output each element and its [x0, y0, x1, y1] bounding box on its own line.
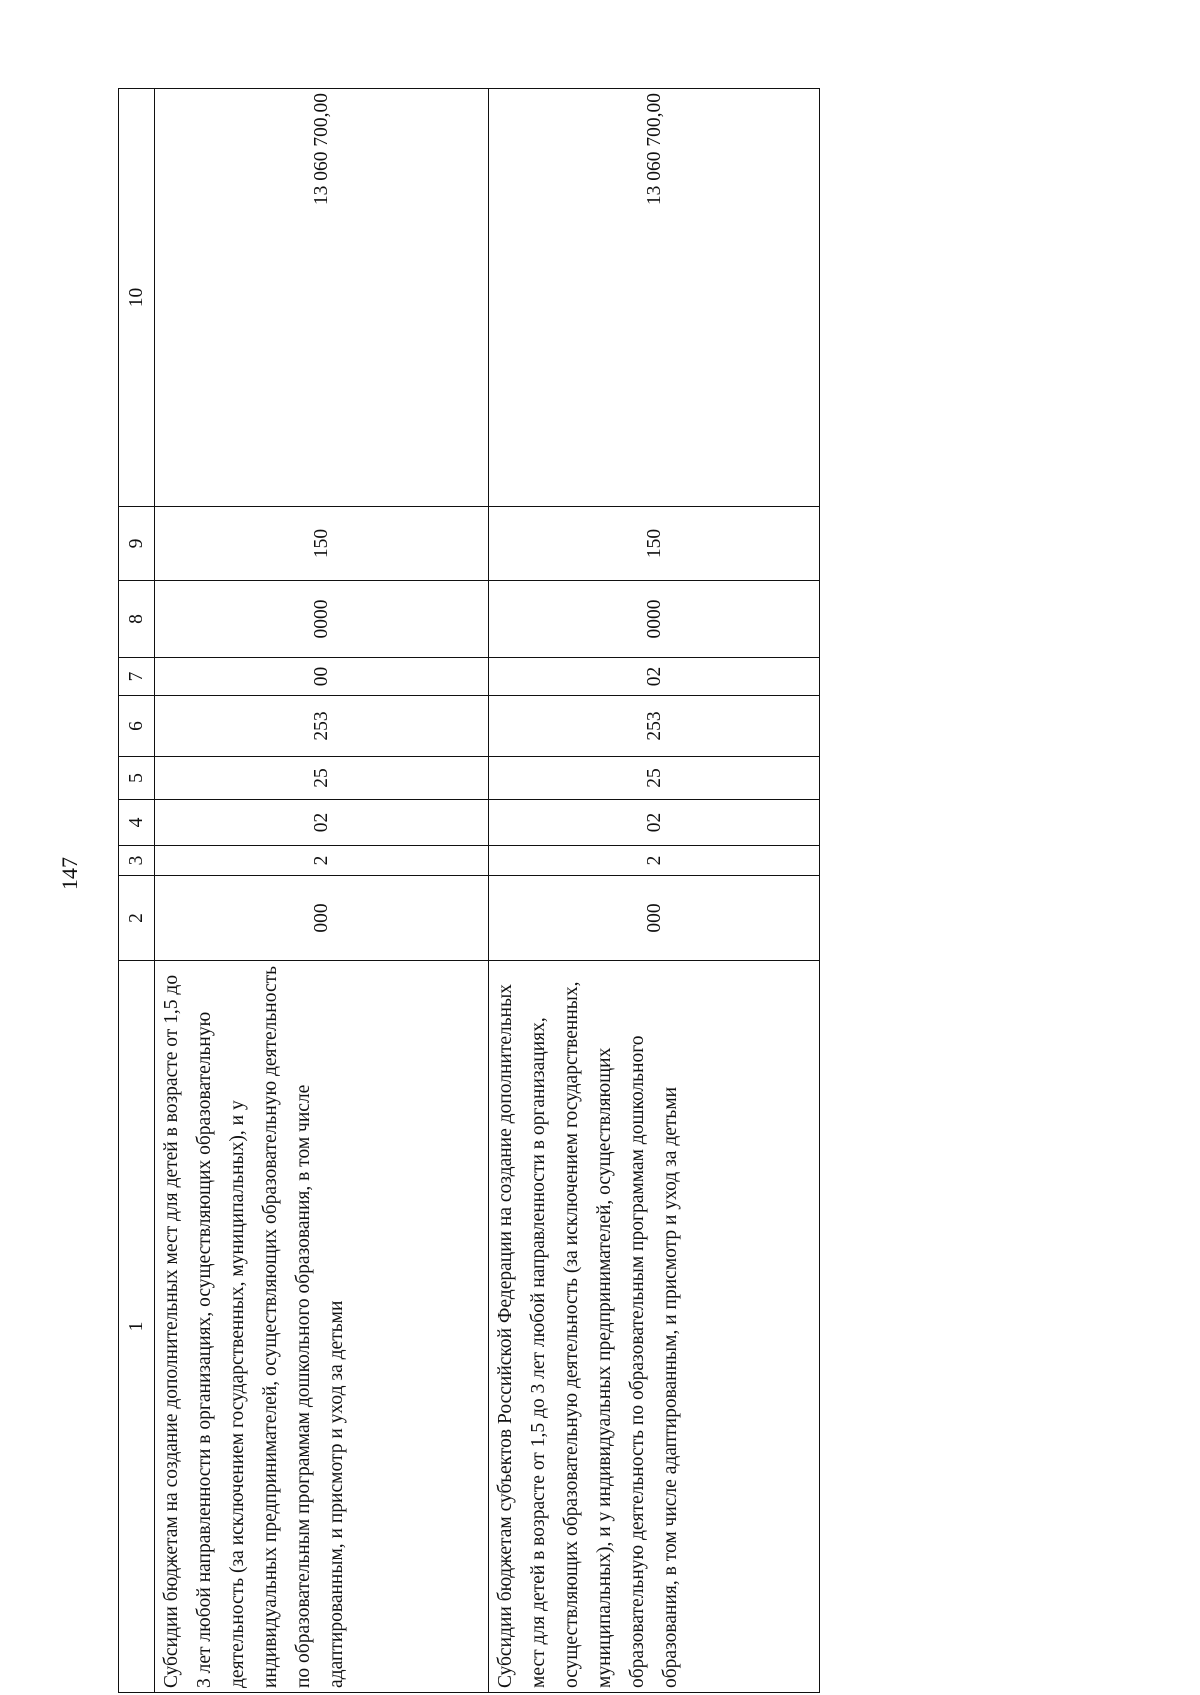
code-cell: 02: [489, 658, 820, 696]
header-col-3: 3: [119, 846, 155, 876]
code-cell: 0000: [489, 581, 820, 658]
row-description: Субсидии бюджетам субъектов Российской Федерации на создание дополнительных мест для детей в возрасте от 1,5 до 3 лет любой направленности в организациях, осуществляющих образовательную деятельность (за исключением государственных, муниципальных), и у индивидуальных предпринимателей, осуществляющих образовательную деятельность по образовательным программам дошкольного образования, в том числе адаптированным, и присмотр и уход за детьми: [489, 961, 820, 1693]
rotated-table-wrapper: [118, 88, 818, 1693]
table-row: [155, 89, 489, 1693]
header-col-10: 10: [119, 89, 155, 507]
code-cell: 253: [155, 696, 489, 757]
code-cell: 150: [155, 507, 489, 581]
table-container: [118, 88, 818, 1693]
code-cell: 2: [155, 846, 489, 876]
header-col-8: 8: [119, 581, 155, 658]
code-cell: 253: [489, 696, 820, 757]
table-row: [489, 89, 820, 1693]
code-cell: 25: [155, 757, 489, 800]
header-col-9: 9: [119, 507, 155, 581]
page-number: 147: [57, 857, 82, 890]
budget-table: [118, 88, 820, 1693]
code-cell: 02: [489, 800, 820, 846]
code-cell: 2: [489, 846, 820, 876]
header-col-5: 5: [119, 757, 155, 800]
header-col-6: 6: [119, 696, 155, 757]
amount-cell: 13 060 700,00: [489, 89, 820, 507]
table-header-row: [119, 89, 155, 1693]
code-cell: 25: [489, 757, 820, 800]
code-cell: 000: [489, 876, 820, 961]
code-cell: 0000: [155, 581, 489, 658]
header-col-7: 7: [119, 658, 155, 696]
amount-cell: 13 060 700,00: [155, 89, 489, 507]
header-col-4: 4: [119, 800, 155, 846]
header-col-2: 2: [119, 876, 155, 961]
code-cell: 150: [489, 507, 820, 581]
row-description: Субсидии бюджетам на создание дополнительных мест для детей в возрасте от 1,5 до 3 лет любой направленности в организациях, осуществляющих образовательную деятельность (за исключением государственных, муниципальных), и у индивидуальных предпринимателей, осуществляющих образовательную деятельность по образовательным программам дошкольного образования, в том числе адаптированным, и присмотр и уход за детьми: [155, 961, 489, 1693]
code-cell: 00: [155, 658, 489, 696]
header-col-1: 1: [119, 961, 155, 1693]
code-cell: 02: [155, 800, 489, 846]
code-cell: 000: [155, 876, 489, 961]
